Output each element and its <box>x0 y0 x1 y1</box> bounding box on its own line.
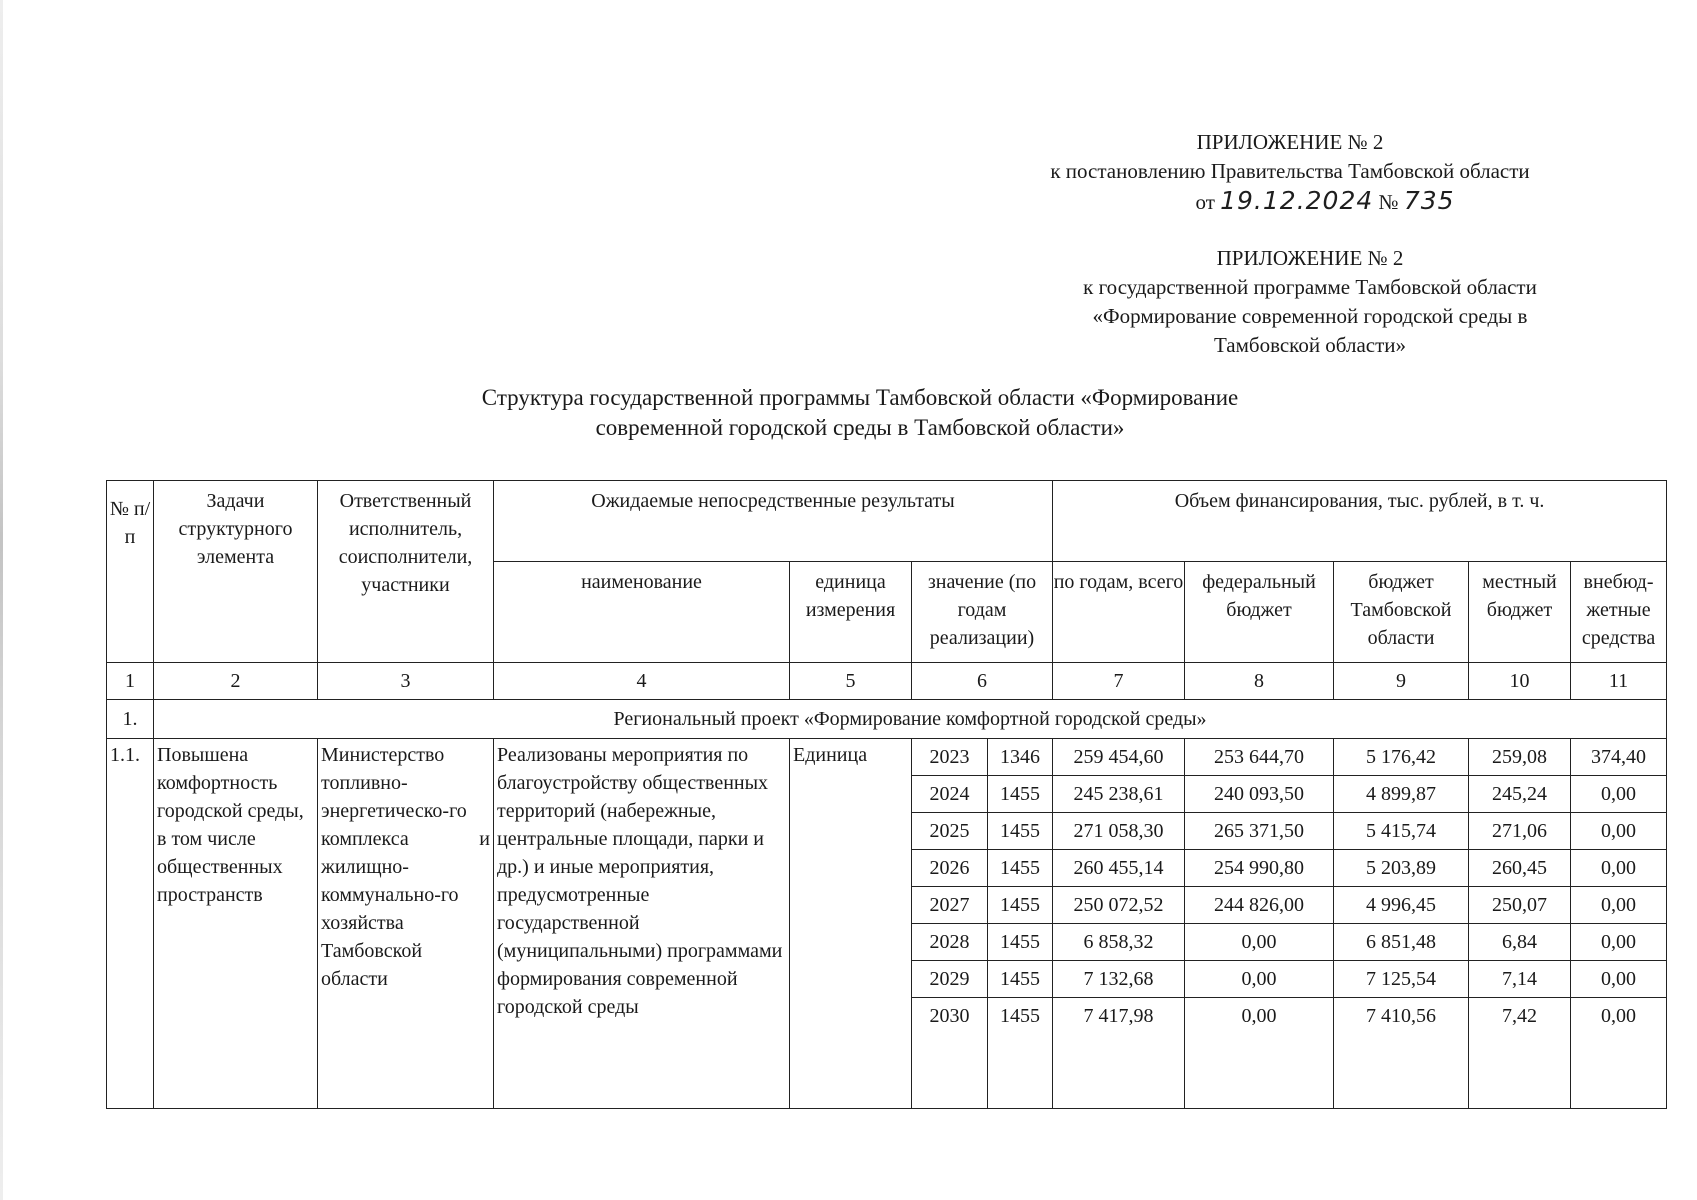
appendix-header-decree <box>980 128 1600 217</box>
appendix-line: к государственной программе Тамбовской области <box>1083 275 1537 299</box>
appendix-header-program <box>1010 244 1610 360</box>
row-year: 2026 <box>912 850 988 887</box>
row-regional: 5 203,89 <box>1334 850 1469 887</box>
item-unit: Единица <box>790 739 912 1109</box>
decree-date-line <box>980 186 1600 217</box>
row-value: 1455 <box>988 998 1053 1109</box>
row-offbudget: 0,00 <box>1571 998 1667 1109</box>
document-title-line: современной городской среды в Тамбовской области» <box>595 415 1125 440</box>
row-federal: 253 644,70 <box>1185 739 1334 776</box>
column-number: 9 <box>1334 663 1469 700</box>
row-local: 250,07 <box>1469 887 1571 924</box>
table-row <box>107 739 1667 776</box>
row-offbudget: 0,00 <box>1571 961 1667 998</box>
col-header-local: местный бюджет <box>1469 562 1571 663</box>
row-year: 2025 <box>912 813 988 850</box>
column-number: 8 <box>1185 663 1334 700</box>
row-value: 1455 <box>988 813 1053 850</box>
row-total: 6 858,32 <box>1053 924 1185 961</box>
row-local: 271,06 <box>1469 813 1571 850</box>
row-local: 245,24 <box>1469 776 1571 813</box>
column-number: 11 <box>1571 663 1667 700</box>
appendix-subtitle: к постановлению Правительства Тамбовской области <box>1050 159 1530 183</box>
row-federal: 254 990,80 <box>1185 850 1334 887</box>
row-value: 1455 <box>988 850 1053 887</box>
row-regional: 4 996,45 <box>1334 887 1469 924</box>
row-local: 6,84 <box>1469 924 1571 961</box>
row-federal: 240 093,50 <box>1185 776 1334 813</box>
col-header-results-group: Ожидаемые непосредственные результаты <box>494 481 1053 562</box>
appendix-line: Тамбовской области» <box>1213 333 1407 357</box>
document-title-line: Структура государственной программы Тамбовской области «Формирование <box>481 385 1239 410</box>
row-value: 1455 <box>988 776 1053 813</box>
handwritten-number: 735 <box>1403 186 1455 215</box>
section-number: 1. <box>107 700 154 739</box>
row-offbudget: 0,00 <box>1571 924 1667 961</box>
row-federal: 0,00 <box>1185 924 1334 961</box>
row-year: 2028 <box>912 924 988 961</box>
row-offbudget: 0,00 <box>1571 850 1667 887</box>
row-year: 2030 <box>912 998 988 1109</box>
appendix-line: «Формирование современной городской среды в <box>1092 304 1528 328</box>
column-number: 3 <box>318 663 494 700</box>
row-offbudget: 0,00 <box>1571 813 1667 850</box>
appendix-title: ПРИЛОЖЕНИЕ № 2 <box>1196 130 1384 154</box>
row-offbudget: 0,00 <box>1571 887 1667 924</box>
col-header-regional: бюджет Тамбовской области <box>1334 562 1469 663</box>
column-number: 2 <box>154 663 318 700</box>
column-number-row <box>107 663 1667 700</box>
column-number: 1 <box>107 663 154 700</box>
col-header-by-years: по годам, всего <box>1053 562 1185 663</box>
col-header-unit: единица измерения <box>790 562 912 663</box>
row-total: 7 417,98 <box>1053 998 1185 1109</box>
row-regional: 6 851,48 <box>1334 924 1469 961</box>
row-total: 250 072,52 <box>1053 887 1185 924</box>
row-regional: 7 410,56 <box>1334 998 1469 1109</box>
row-total: 259 454,60 <box>1053 739 1185 776</box>
row-regional: 5 415,74 <box>1334 813 1469 850</box>
col-header-offbudget: внебюд-жетные средства <box>1571 562 1667 663</box>
row-local: 7,42 <box>1469 998 1571 1109</box>
row-regional: 5 176,42 <box>1334 739 1469 776</box>
column-number: 10 <box>1469 663 1571 700</box>
row-year: 2029 <box>912 961 988 998</box>
header-row-top <box>107 481 1667 562</box>
row-offbudget: 374,40 <box>1571 739 1667 776</box>
row-year: 2027 <box>912 887 988 924</box>
program-structure-table <box>106 480 1667 1109</box>
row-year: 2023 <box>912 739 988 776</box>
item-task: Повышена комфортность городской среды, в том числе общественных пространств <box>154 739 318 1109</box>
section-title: Региональный проект «Формирование комфортной городской среды» <box>154 700 1667 739</box>
col-header-federal: федеральный бюджет <box>1185 562 1334 663</box>
row-total: 7 132,68 <box>1053 961 1185 998</box>
row-total: 260 455,14 <box>1053 850 1185 887</box>
item-number: 1.1. <box>107 739 154 1109</box>
col-header-value: значение (по годам реализации) <box>912 562 1053 663</box>
row-value: 1455 <box>988 961 1053 998</box>
row-value: 1346 <box>988 739 1053 776</box>
row-total: 271 058,30 <box>1053 813 1185 850</box>
col-header-tasks: Задачи структурного элемента <box>154 481 318 663</box>
row-value: 1455 <box>988 924 1053 961</box>
row-regional: 4 899,87 <box>1334 776 1469 813</box>
row-value: 1455 <box>988 887 1053 924</box>
row-federal: 244 826,00 <box>1185 887 1334 924</box>
column-number: 5 <box>790 663 912 700</box>
row-total: 245 238,61 <box>1053 776 1185 813</box>
col-header-finance-group: Объем финансирования, тыс. рублей, в т. ч. <box>1053 481 1667 562</box>
number-prefix: № <box>1378 190 1399 214</box>
row-federal: 0,00 <box>1185 998 1334 1109</box>
date-prefix: от <box>1195 190 1215 214</box>
column-number: 4 <box>494 663 790 700</box>
row-federal: 265 371,50 <box>1185 813 1334 850</box>
row-federal: 0,00 <box>1185 961 1334 998</box>
scan-edge <box>0 0 3 1200</box>
row-local: 260,45 <box>1469 850 1571 887</box>
item-responsible: Министерство топливно-энергетическо-го комплекса и жилищно-коммунально-го хозяйства Тамбовской области <box>318 739 494 1109</box>
document-title <box>320 383 1400 443</box>
column-number: 7 <box>1053 663 1185 700</box>
col-header-responsible: Ответственный исполнитель, соисполнители, участники <box>318 481 494 663</box>
section-row <box>107 700 1667 739</box>
column-number: 6 <box>912 663 1053 700</box>
item-result: Реализованы мероприятия по благоустройству общественных территорий (набережные, центральные площади, парки и др.) и иные мероприятия, предусмотренные государственной (муниципальными) программами формирования современной городской среды <box>494 739 790 1109</box>
row-regional: 7 125,54 <box>1334 961 1469 998</box>
row-year: 2024 <box>912 776 988 813</box>
handwritten-date: 19.12.2024 <box>1220 186 1374 215</box>
appendix-title: ПРИЛОЖЕНИЕ № 2 <box>1216 246 1404 270</box>
col-header-name: наименование <box>494 562 790 663</box>
row-offbudget: 0,00 <box>1571 776 1667 813</box>
row-local: 259,08 <box>1469 739 1571 776</box>
row-local: 7,14 <box>1469 961 1571 998</box>
col-header-num: № п/п <box>107 481 154 663</box>
